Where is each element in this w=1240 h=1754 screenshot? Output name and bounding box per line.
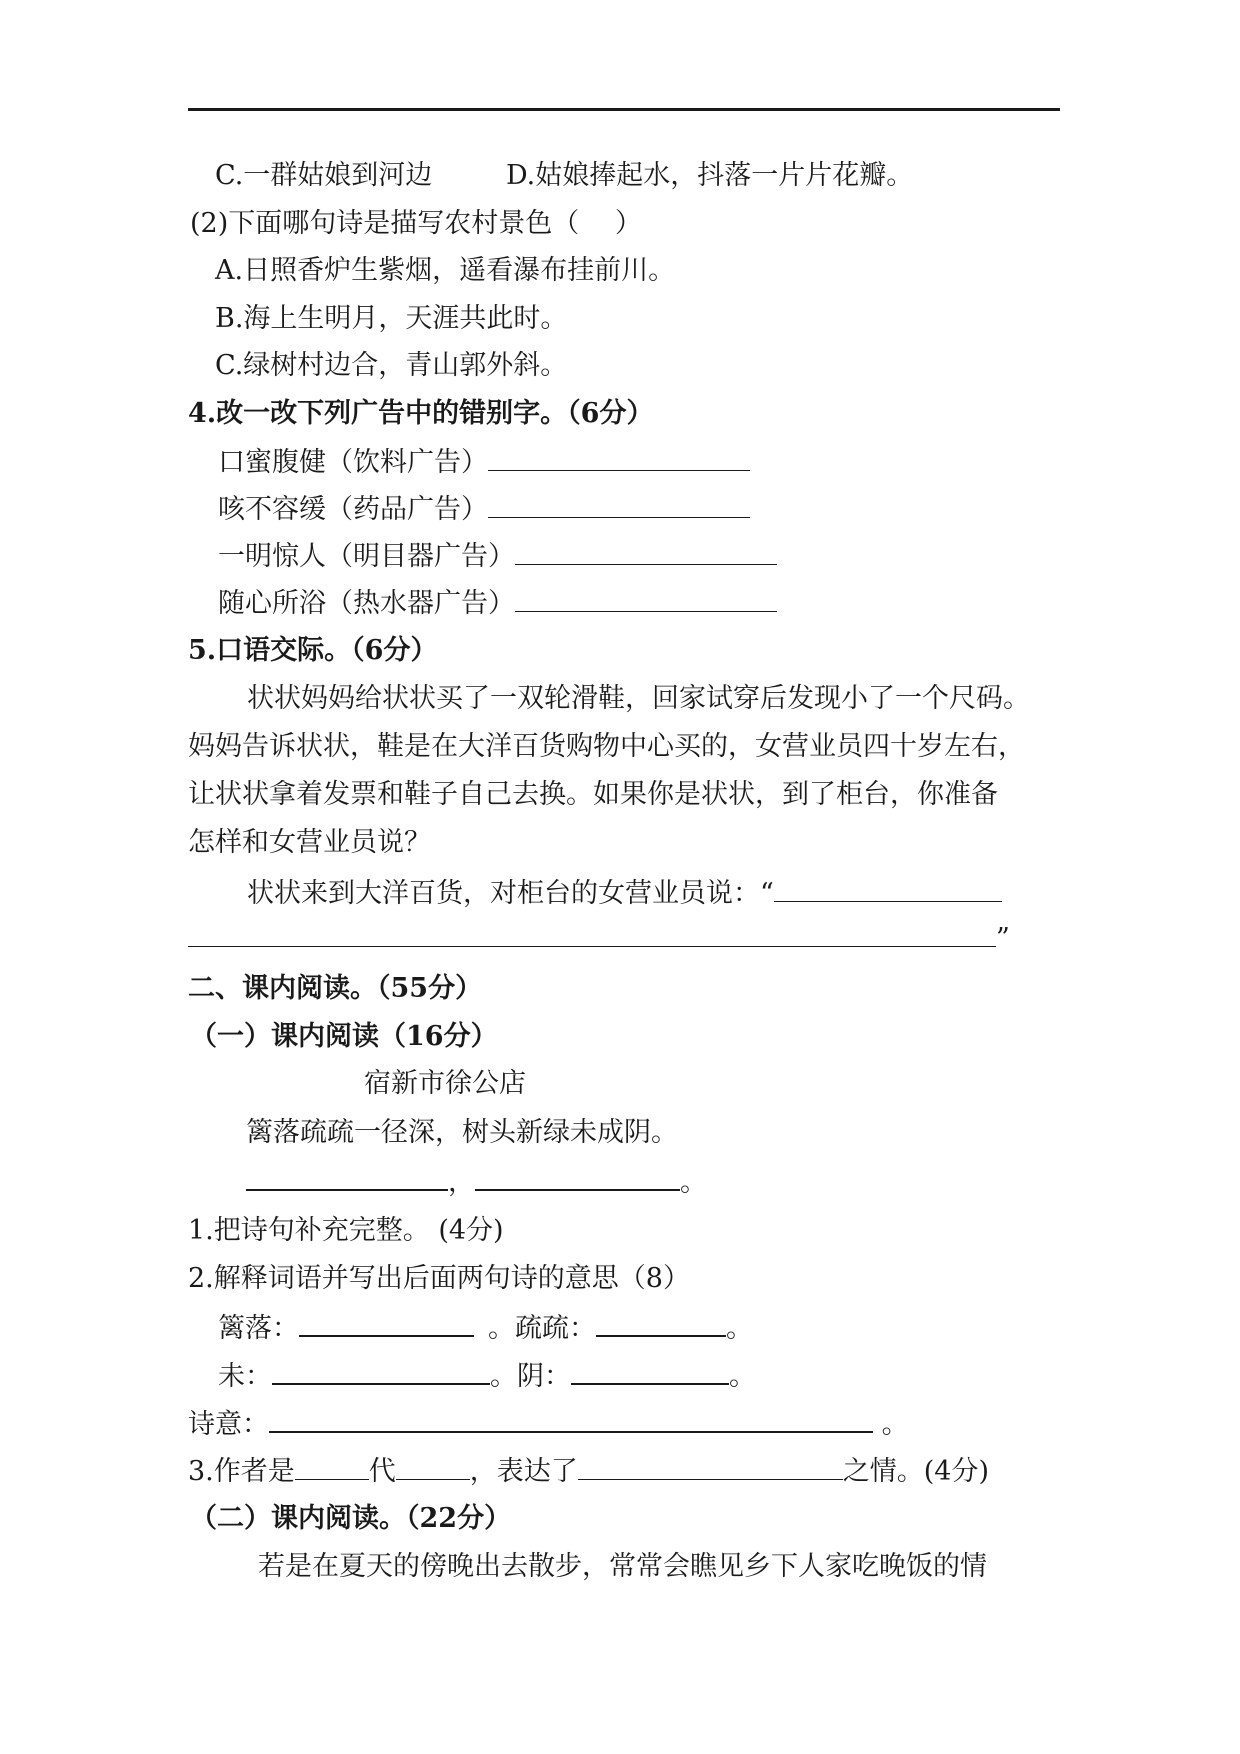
q5-answer-blank-2[interactable]	[188, 920, 996, 947]
term-yin-label: 。阴：	[490, 1361, 571, 1392]
q5-paragraph-line-3: 让状状拿着发票和鞋子自己去换。如果你是状状，到了柜台，你准备	[188, 779, 998, 810]
term-lilu-label: 篱落：	[218, 1313, 299, 1344]
q4-item-text: 口蜜腹健（饮料广告）	[218, 447, 488, 478]
author-blank[interactable]	[396, 1453, 470, 1480]
q3-sub2-option-a: A.日照香炉生紫烟，遥看瀑布挂前川。	[215, 255, 676, 286]
q5-heading: 5.口语交际。（6分）	[188, 635, 438, 666]
q5-paragraph-line-1: 状状妈妈给状状买了一双轮滑鞋，回家试穿后发现小了一个尺码。	[247, 683, 1030, 714]
q4-item-3	[218, 538, 777, 575]
part1-q2-terms-row-2	[218, 1357, 756, 1395]
q5-answer-close-quote: ”	[996, 923, 1010, 954]
poem-title: 宿新市徐公店	[364, 1068, 526, 1099]
q4-heading: 4.改一改下列广告中的错别字。（6分）	[188, 398, 654, 429]
part1-q2: 2.解释词语并写出后面两句诗的意思（8）	[188, 1263, 690, 1294]
q5-paragraph-line-2: 妈妈告诉状状，鞋是在大洋百货购物中心买的，女营业员四十岁左右，	[188, 731, 1025, 762]
q5-answer-blank-1[interactable]	[774, 875, 1002, 902]
q4-answer-blank-2[interactable]	[488, 491, 750, 518]
terms-row-1-end: 。	[726, 1313, 753, 1344]
meaning-end: 。	[873, 1409, 909, 1440]
poem-blank-line	[246, 1163, 707, 1201]
part2-paragraph-line-1: 若是在夏天的傍晚出去散步，常常会瞧见乡下人家吃晚饭的情	[258, 1551, 987, 1582]
poem-blank-comma: ，	[448, 1167, 475, 1198]
terms-row-2-end: 。	[729, 1361, 756, 1392]
q5-answer-line-2	[188, 920, 1010, 957]
q4-answer-blank-4[interactable]	[515, 585, 777, 612]
term-shushu-blank[interactable]	[596, 1309, 726, 1337]
part1-heading: （一）课内阅读（16分）	[190, 1021, 498, 1052]
q5-paragraph-line-4: 怎样和女营业员说？	[188, 827, 431, 858]
poem-line-1: 篱落疏疏一径深，树头新绿未成阴。	[246, 1117, 678, 1148]
poem-blank-2[interactable]	[475, 1163, 680, 1191]
q3-text-d: 之情。(4分)	[842, 1456, 990, 1487]
dynasty-blank[interactable]	[295, 1453, 369, 1480]
part1-q2-meaning	[188, 1405, 909, 1443]
q3-text-a: 3.作者是	[188, 1456, 295, 1487]
emotion-blank[interactable]	[578, 1453, 843, 1480]
header-rule	[188, 108, 1060, 111]
section2-heading: 二、课内阅读。（55分）	[188, 973, 483, 1004]
part1-q2-terms-row-1	[218, 1309, 753, 1347]
q4-item-text: 一明惊人（明目器广告）	[218, 541, 515, 572]
term-lilu-blank[interactable]	[299, 1309, 474, 1337]
q3-sub2-question: (2)下面哪句诗是描写农村景色（ ）	[190, 208, 642, 239]
term-wei-label: 未：	[218, 1361, 272, 1392]
q5-answer-prefix: 状状来到大洋百货，对柜台的女营业员说：“	[247, 878, 774, 909]
poem-blank-period: 。	[680, 1167, 707, 1198]
meaning-label: 诗意：	[188, 1409, 269, 1440]
meaning-blank[interactable]	[269, 1405, 873, 1433]
q3-text-b: 代	[368, 1456, 396, 1487]
part1-q3	[188, 1453, 989, 1490]
q3-text-c: ，表达了	[469, 1456, 578, 1487]
q4-item-text: 随心所浴（热水器广告）	[218, 588, 515, 619]
q3-option-d: D.姑娘捧起水，抖落一片片花瓣。	[506, 160, 914, 191]
part1-q1: 1.把诗句补充完整。 (4分)	[188, 1215, 504, 1246]
q4-item-text: 咳不容缓（药品广告）	[218, 494, 488, 525]
term-wei-blank[interactable]	[272, 1357, 490, 1385]
poem-blank-1[interactable]	[246, 1163, 448, 1191]
term-shushu-label: 。疏疏：	[488, 1313, 596, 1344]
q4-item-4	[218, 585, 777, 622]
q3-sub2-option-c: C.绿树村边合，青山郭外斜。	[215, 350, 568, 381]
q4-item-2	[218, 491, 750, 528]
part2-heading: （二）课内阅读。（22分）	[190, 1503, 512, 1534]
q4-answer-blank-1[interactable]	[488, 444, 750, 471]
q3-sub2-option-b: B.海上生明月，天涯共此时。	[215, 303, 568, 334]
q4-answer-blank-3[interactable]	[515, 538, 777, 565]
term-yin-blank[interactable]	[571, 1357, 729, 1385]
q5-answer-line	[247, 875, 1002, 912]
q3-option-c: C.一群姑娘到河边	[215, 160, 433, 191]
q4-item-1	[218, 444, 750, 481]
